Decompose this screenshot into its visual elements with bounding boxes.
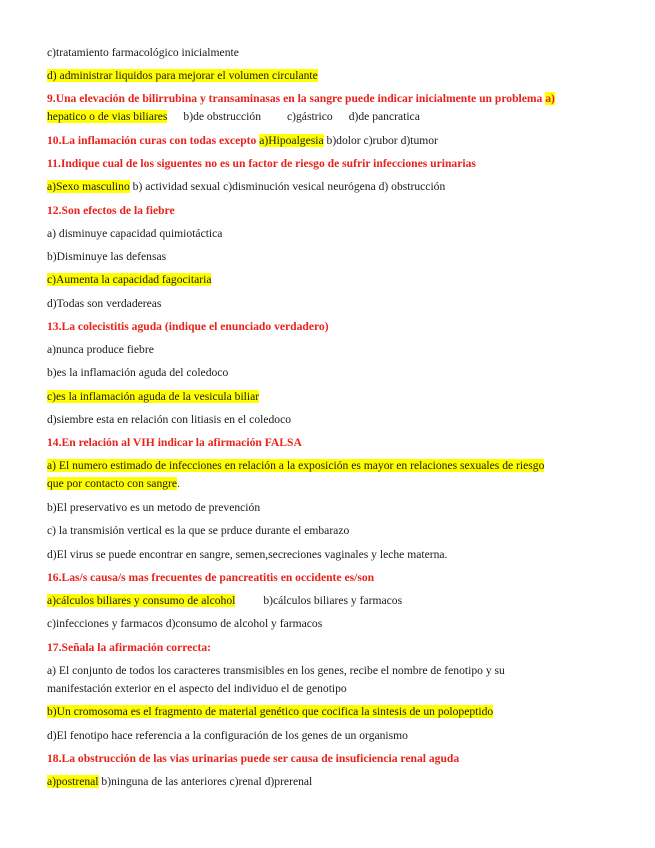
answer-highlight: a)Hipoalgesia [259,134,324,147]
option-c [47,389,617,405]
question-9 [47,91,617,107]
sentence-period: . [177,477,180,490]
option-d: d)de pancratica [348,110,420,123]
option-b [47,704,617,720]
question-12-stem: 12.Son efectos de la fiebre [47,204,175,217]
option-c-q8: c)tratamiento farmacológico inicialmente [47,46,239,59]
answer-highlight: a)Sexo masculino [47,180,130,193]
question-18-stem: 18.La obstrucción de las vias urinarias puede ser causa de insuficiencia renal aguda [47,752,460,765]
option-c [47,272,617,288]
answer-highlight: c)es la inflamación aguda de la vesicula biliar [47,390,260,403]
question-10 [47,133,617,149]
question-11-stem: 11.Indique cual de los siguentes no es un factor de riesgo de sufrir infecciones urinarias [47,157,476,170]
answer-highlight: a) El numero estimado de infecciones en relación a la exposición es mayor en relaciones sexuales de riesgo [47,459,545,472]
question-13-stem: 13.La colecistitis aguda (indique el enunciado verdadero) [47,320,329,333]
options-rest: b)ninguna de las anteriores c)renal d)prerenal [98,775,313,788]
question-14-stem: 14.En relación al VIH indicar la afirmación FALSA [47,436,302,449]
question-9-options [47,109,617,125]
option-a-line-2: manifestación exterior en el aspecto del individuo el de genotipo [47,682,347,695]
option-b: b)de obstrucción [183,110,261,123]
option-a: a) disminuye capacidad quimiotáctica [47,227,223,240]
option-a: a)nunca produce fiebre [47,343,154,356]
question-10-stem: 10.La inflamación curas con todas excepto [47,134,260,147]
option-d: d)siembre esta en relación con litiasis en el coledoco [47,413,292,426]
option-c: c) la transmisión vertical es la que se prduce durante el embarazo [47,524,350,537]
option-d: d)El fenotipo hace referencia a la configuración de los genes de un organismo [47,729,408,742]
answer-highlight: c)Aumenta la capacidad fagocitaria [47,273,212,286]
option-a-line-1: a) El conjunto de todos los caracteres transmisibles en los genes, recibe el nombre de fenotipo y su [47,664,505,677]
option-b: b)Disminuye las defensas [47,250,167,263]
question-11-options [47,179,617,195]
answer-highlight: a)cálculos biliares y consumo de alcohol [47,594,236,607]
answer-highlight: b)Un cromosoma es el fragmento de material genético que cocifica la sintesis de un polopeptido [47,705,494,718]
options-rest: b)dolor c)rubor d)tumor [323,134,438,147]
answer-highlight: que por contacto con sangre [47,477,178,490]
question-9-stem: 9.Una elevación de bilirrubina y transaminasas en la sangre puede indicar inicialmente un problema [47,92,546,105]
option-a-line-1 [47,458,617,474]
option-b: b)es la inflamación aguda del coledoco [47,366,229,379]
answer-highlight: d) administrar liquidos para mejorar el volumen circulante [47,69,318,82]
option-b: b)cálculos biliares y farmacos [263,594,403,607]
question-16-stem: 16.Las/s causa/s mas frecuentes de pancreatitis en occidente es/son [47,571,375,584]
question-18-options [47,774,617,790]
answer-highlight: a)postrenal [47,775,99,788]
option-d: d)El virus se puede encontrar en sangre, semen,secreciones vaginales y leche materna. [47,548,448,561]
answer-highlight: hepatico o de vias biliares [47,110,168,123]
option-a-line-2 [47,476,617,492]
option-d-q8 [47,68,617,84]
question-16-options-ab [47,593,617,609]
option-b: b)El preservativo es un metodo de prevención [47,501,261,514]
question-16-options-cd: c)infecciones y farmacos d)consumo de alcohol y farmacos [47,617,323,630]
options-rest: b) actividad sexual c)disminución vesical neurógena d) obstrucción [129,180,446,193]
question-17-stem: 17.Señala la afirmación correcta: [47,641,211,654]
option-d: d)Todas son verdadereas [47,297,162,310]
option-c: c)gástrico [287,110,333,123]
answer-highlight: a) [545,92,555,105]
